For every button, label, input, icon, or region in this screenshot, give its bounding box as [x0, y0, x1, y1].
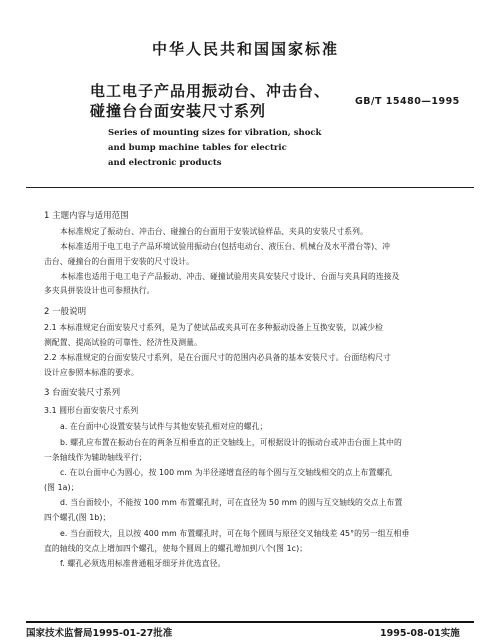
national-standard-header: 中华人民共和国国家标准	[151, 40, 339, 58]
standard-title-line-1: 电工电子产品用振动台、冲击台、	[90, 82, 331, 100]
english-title-line-1: Series of mounting sizes for vibration, shock	[108, 128, 322, 138]
standard-number: GB/T 15480—1995	[355, 96, 460, 107]
clause-3-1-item-f: f. 螺孔必须选用标准普通粗牙细牙并优选直径。	[60, 559, 226, 568]
title-divider	[26, 187, 474, 188]
clause-3-1-item-c-cont: (图 1a)；	[44, 483, 79, 492]
section-1-paragraph-2: 本标准适用于电工电子产品环境试验用振动台(包括电动台、液压台、机械台及水平滑台等)、冲	[60, 242, 391, 251]
implementation-date: 1995-08-01实施	[380, 628, 460, 639]
clause-2-2: 2.2 本标准规定的台面安装尺寸系列，是在台面尺寸的范围内必具备的基本安装尺寸。台面结构尺寸	[44, 353, 391, 362]
clause-3-1-item-d: d. 当台面较小，不能按 100 mm 布置螺孔时，可在直径为 50 mm 的圆与互交轴线的交点上布置	[60, 498, 403, 507]
english-title-line-2: and bump machine tables for electric	[108, 143, 287, 153]
section-1-heading: 1 主题内容与适用范围	[44, 211, 129, 221]
section-3-heading: 3 台面安装尺寸系列	[44, 388, 121, 398]
approval-date: 国家技术监督局1995-01-27批准	[26, 628, 173, 639]
clause-3-1-heading: 3.1 圆形台面安装尺寸系列	[44, 406, 139, 415]
clause-3-1-item-c: c. 在以台面中心为圆心，按 100 mm 为半径递增直径的每个圆与互交轴线相交的点上布置螺孔	[60, 468, 393, 477]
clause-2-1-cont: 测配置、提高试验的可靠性、经济性及测量。	[44, 338, 202, 347]
clause-2-2-cont: 设计应参照本标准的要求。	[44, 368, 139, 377]
footer-rule	[26, 621, 474, 623]
clause-3-1-item-a: a. 在台面中心设置安装与试件与其他安装孔相对应的螺孔；	[60, 422, 268, 431]
clause-3-1-item-e: e. 当台面较大，且以按 400 mm 布置螺孔时，可在每个圆周与原径交叉轴线差 45°的另一组互相垂	[60, 529, 410, 538]
clause-3-1-item-e-cont: 直的轴线的交点上增加四个螺孔，使每个圆周上的螺孔增加到八个(图 1c)；	[44, 544, 308, 553]
clause-3-1-item-b: b. 螺孔应布置在振动台在的两条互相垂直的正交轴线上，可根据设计的振动台或冲击台面上其中的	[60, 438, 402, 447]
section-1-paragraph-2-cont: 击台、碰撞台的台面用于安装的尺寸设计。	[44, 257, 195, 266]
section-1-paragraph-3-cont: 多夹具拼装设计也可参照执行。	[44, 286, 155, 295]
clause-3-1-item-d-cont: 四个螺孔(图 1b)；	[44, 513, 111, 522]
clause-2-1: 2.1 本标准规定台面安装尺寸系列，是为了使试品或夹具可在多种振动设备上互换安装，以减少检	[44, 323, 384, 332]
section-2-heading: 2 一般说明	[44, 307, 87, 317]
clause-3-1-item-b-cont: 一条轴线作为辅助轴线平行；	[44, 453, 147, 462]
english-title-line-3: and electronic products	[108, 158, 222, 168]
section-1-paragraph-1: 本标准规定了振动台、冲击台、碰撞台的台面用于安装试验样品、夹具的安装尺寸系列。	[60, 227, 368, 236]
standard-title-line-2: 碰撞台台面安装尺寸系列	[90, 102, 267, 120]
section-1-paragraph-3: 本标准也适用于电工电子产品振动、冲击、碰撞试验用夹具安装尺寸设计、台面与夹具间的连接及	[60, 272, 400, 281]
